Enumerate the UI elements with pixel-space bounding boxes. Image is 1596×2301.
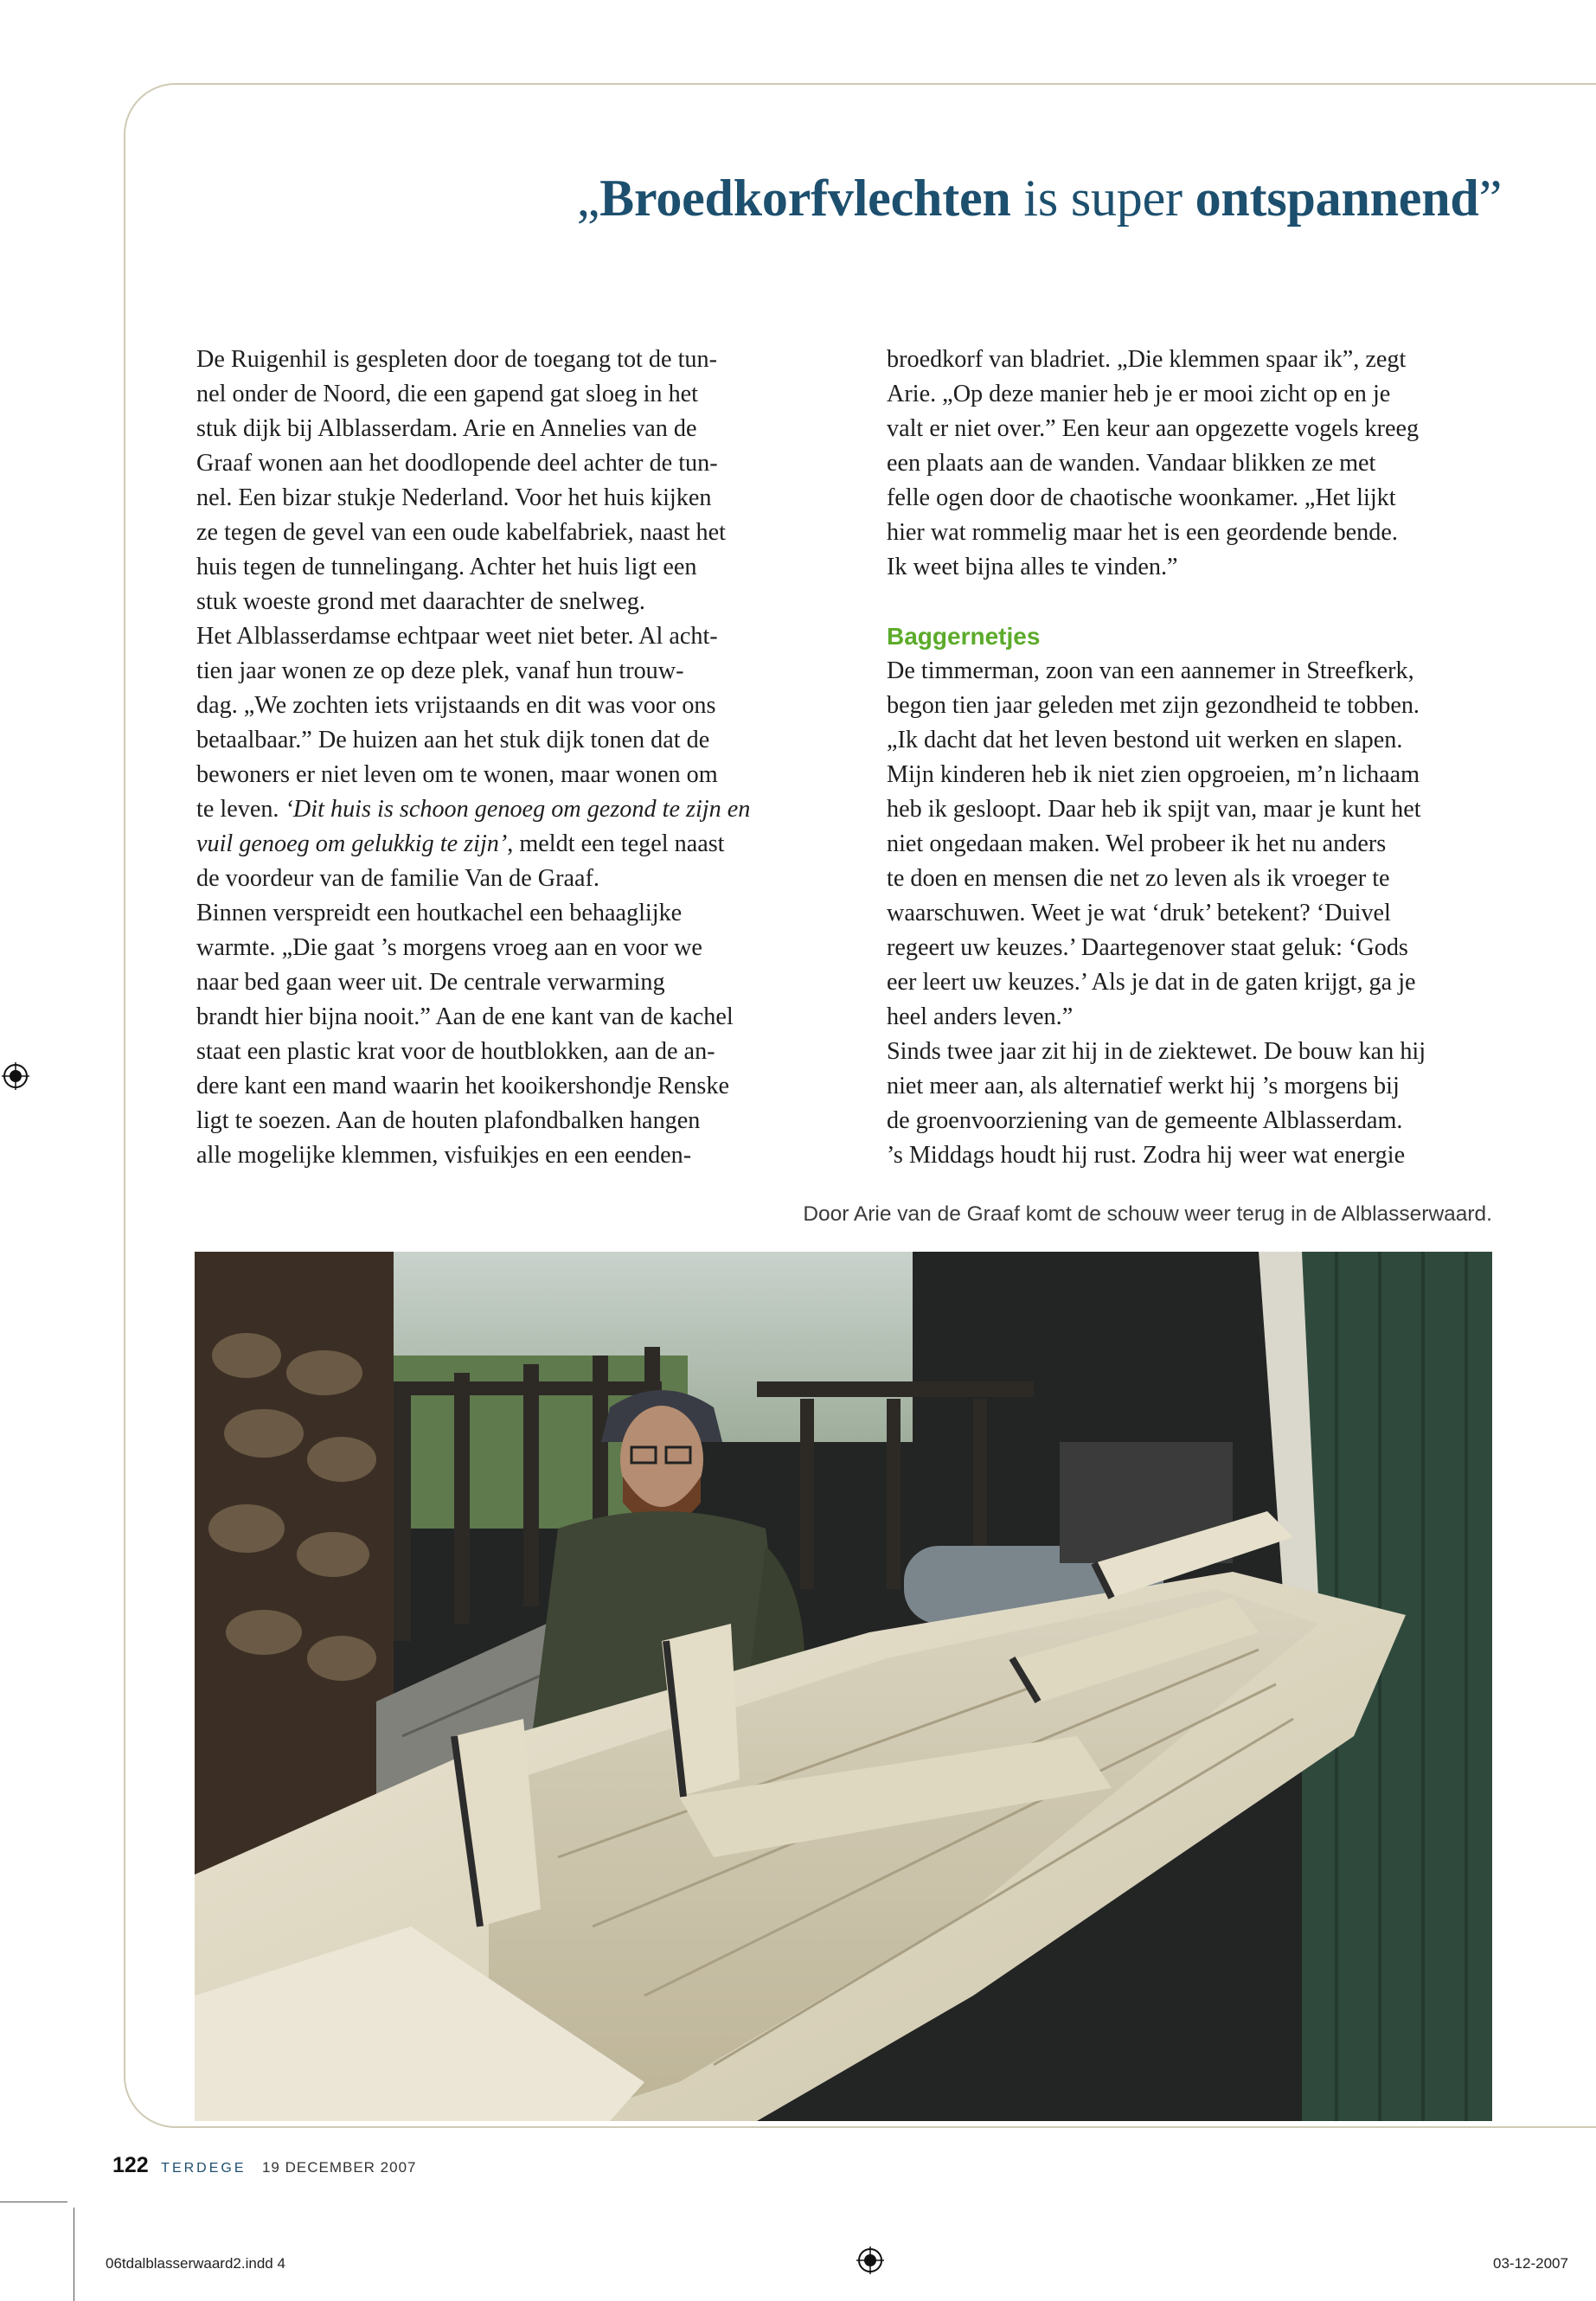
right-line: Sinds twee jaar zit hij in de ziektewet. De bouw kan hij (887, 1038, 1426, 1065)
right-line: broedkorf van bladriet. „Die klemmen spaar ik”, zegt (887, 346, 1407, 373)
right-line: felle ogen door de chaotische woonkamer. „Het lijkt (887, 484, 1396, 511)
left-line: nel. Een bizar stukje Nederland. Voor het huis kijken (196, 484, 712, 511)
issue-date: 19 DECEMBER 2007 (261, 2159, 417, 2176)
left-line: betaalbaar.” De huizen aan het stuk dijk tonen dat de (196, 727, 710, 753)
right-line: regeert uw keuzes.’ Daartegenover staat geluk: ‘Gods (887, 934, 1408, 961)
left-line: stuk dijk bij Alblasserdam. Arie en Annelies van de (196, 415, 697, 442)
left-line: Binnen verspreidt een houtkachel een behaaglijke (196, 900, 683, 926)
left-line: staat een plastic krat voor de houtblokken, aan de an- (196, 1038, 715, 1065)
page-footer (112, 2153, 417, 2178)
right-line: te doen en mensen die net zo leven als ik vroeger te (887, 865, 1390, 892)
left-line-with-quote: vuil genoeg om gelukkig te zijn’, meldt een tegel naast (196, 830, 725, 857)
right-line: ’s Middags houdt hij rust. Zodra hij weer wat energie (887, 1142, 1406, 1169)
page-number: 122 (112, 2153, 149, 2177)
right-line: „Ik dacht dat het leven bestond uit werken en slapen. (887, 727, 1403, 753)
registration-mark-icon (2, 1062, 29, 1090)
slug-filename: 06tdalblasserwaard2.indd 4 (106, 2255, 285, 2272)
left-line: naar bed gaan weer uit. De centrale verwarming (196, 969, 665, 996)
left-line: stuk woeste grond met daarachter de snelweg. (196, 588, 645, 615)
right-line: Ik weet bijna alles te vinden.” (887, 554, 1178, 580)
left-line: Het Alblasserdamse echtpaar weet niet beter. Al acht- (196, 623, 718, 650)
right-line: heel anders leven.” (887, 1003, 1074, 1030)
left-line: tien jaar wonen ze op deze plek, vanaf hun trouw- (196, 657, 684, 684)
tile-quote-part-2: vuil genoeg om gelukkig te zijn’ (196, 830, 508, 857)
left-line: De Ruigenhil is gespleten door de toegang tot de tun- (196, 346, 717, 373)
headline-bold-2: ontspannend (1195, 170, 1479, 227)
left-line: brandt hier bijna nooit.” Aan de ene kant van de kachel (196, 1003, 734, 1030)
right-line: heb ik gesloopt. Daar heb ik spijt van, maar je kunt het (887, 796, 1421, 823)
right-line: een plaats aan de wanden. Vandaar blikken ze met (887, 450, 1376, 477)
left-line: bewoners er niet leven om te wonen, maar wonen om (196, 761, 718, 788)
left-line: dere kant een mand waarin het kooikershondje Renske (196, 1073, 729, 1099)
article-column-right (887, 343, 1518, 1173)
photo-man-with-dog-in-boat (195, 1252, 1492, 2121)
left-line: Graaf wonen aan het doodlopende deel achter de tun- (196, 450, 718, 477)
slug-date: 03-12-2007 (1493, 2255, 1568, 2272)
left-line: ligt te soezen. Aan de houten plafondbalken hangen (196, 1107, 701, 1134)
right-line: niet meer aan, als alternatief werkt hij ’s morgens bij (887, 1073, 1400, 1099)
subheading: Baggernetjes (887, 623, 1041, 650)
right-line: valt er niet over.” Een keur aan opgezette vogels kreeg (887, 415, 1420, 442)
right-line: hier wat rommelig maar het is een geordende bende. (887, 519, 1398, 546)
left-line: ze tegen de gevel van een oude kabelfabriek, naast het (196, 519, 726, 546)
left-line: huis tegen de tunnelingang. Achter het huis ligt een (196, 554, 697, 580)
tile-quote-part-1: ‘Dit huis is schoon genoeg om gezond te zijn en (285, 796, 751, 823)
left-line: dag. „We zochten iets vrijstaands en dit was voor ons (196, 692, 716, 719)
right-line: De timmerman, zoon van een aannemer in Streefkerk, (887, 657, 1414, 684)
right-line: waarschuwen. Weet je wat ‘druk’ betekent? ‘Duivel (887, 900, 1391, 926)
article-column-left (196, 343, 828, 1173)
left-line-with-quote: te leven. ‘Dit huis is schoon genoeg om gezond te zijn en (196, 796, 751, 823)
headline: „Broedkorfvlechten is super ontspannend” (576, 170, 1502, 227)
left-line: alle mogelijke klemmen, visfuikjes en een eenden- (196, 1142, 692, 1169)
registration-mark-icon (856, 2247, 884, 2274)
photo-caption: Door Arie van de Graaf komt de schouw weer terug in de Alblasserwaard. (803, 1202, 1492, 1226)
left-line: nel onder de Noord, die een gapend gat sloeg in het (196, 381, 699, 407)
right-line: eer leert uw keuzes.’ Als je dat in de gaten krijgt, ga je (887, 969, 1416, 996)
right-line: Mijn kinderen heb ik niet zien opgroeien, m’n lichaam (887, 761, 1420, 788)
headline-bold-1: Broedkorfvlechten (599, 170, 1011, 227)
right-line: Arie. „Op deze manier heb je er mooi zicht op en je (887, 381, 1391, 407)
right-line: de groenvoorziening van de gemeente Alblasserdam. (887, 1107, 1403, 1134)
right-line: begon tien jaar geleden met zijn gezondheid te tobben. (887, 692, 1420, 719)
right-line: niet ongedaan maken. Wel probeer ik het nu anders (887, 830, 1387, 857)
magazine-name: TERDEGE (161, 2161, 247, 2176)
left-line: de voordeur van de familie Van de Graaf. (196, 865, 599, 892)
left-line: warmte. „Die gaat ’s morgens vroeg aan en voor we (196, 934, 702, 961)
